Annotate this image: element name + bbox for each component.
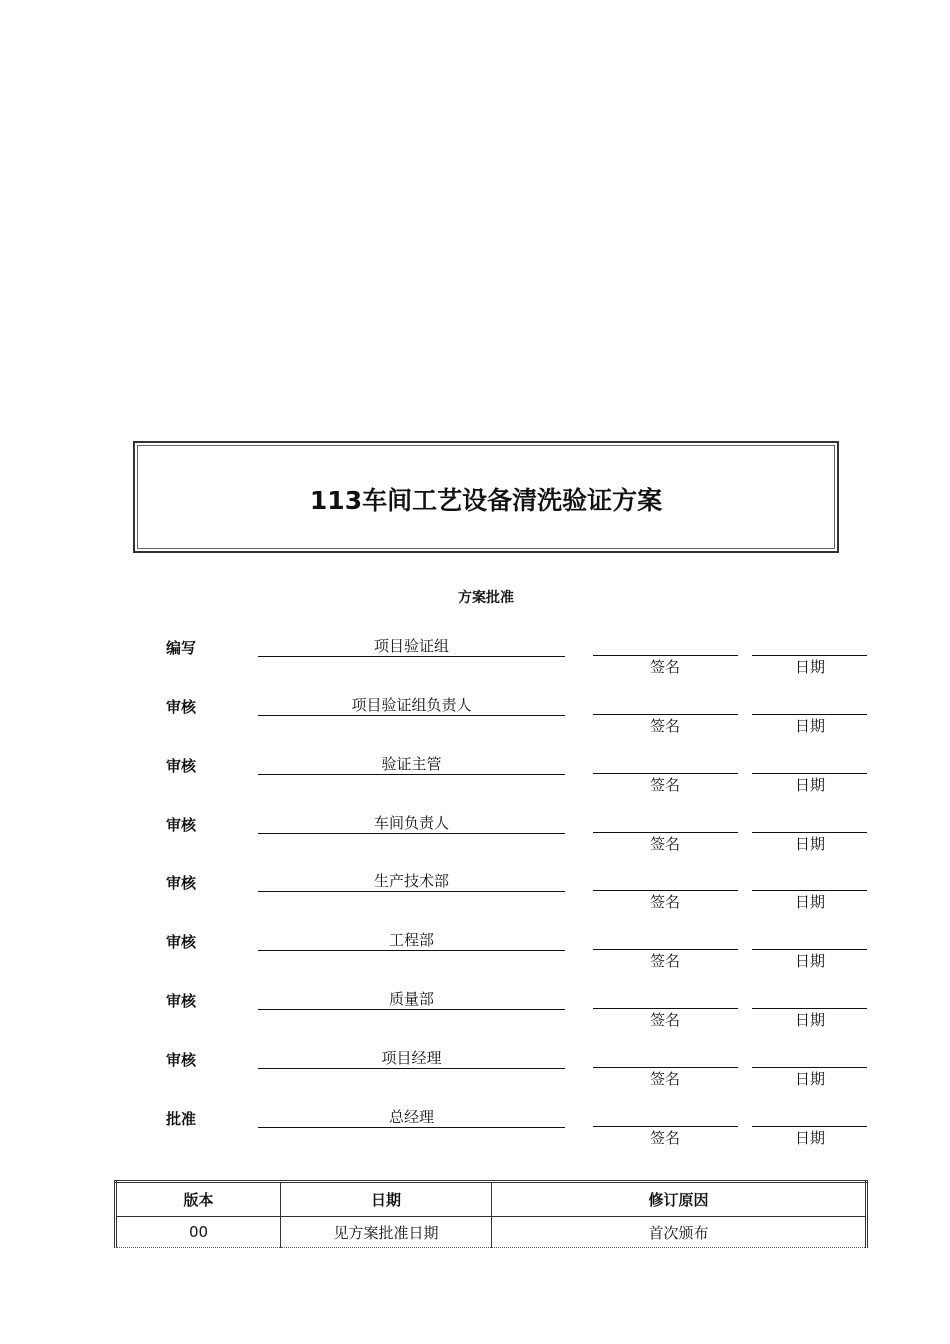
role-label: 审核 (166, 816, 197, 834)
role-label: 审核 (166, 933, 197, 951)
role-label: 审核 (166, 757, 197, 775)
department-field[interactable]: 总经理 (258, 1108, 565, 1128)
column-header-date: 日期 (281, 1182, 492, 1217)
date-caption: 日期 (795, 658, 826, 676)
department-field[interactable]: 车间负责人 (258, 814, 565, 834)
version-cell: 00 (116, 1217, 281, 1248)
approval-row-review-engineering (0, 931, 950, 976)
signature-caption: 签名 (650, 658, 681, 676)
approval-heading: 方案批准 (458, 590, 514, 606)
date-caption: 日期 (795, 952, 826, 970)
date-caption: 日期 (795, 1011, 826, 1029)
signature-caption: 签名 (650, 1011, 681, 1029)
approval-row-review-quality (0, 990, 950, 1035)
role-label: 审核 (166, 698, 197, 716)
signature-caption: 签名 (650, 717, 681, 735)
reason-cell: 首次颁布 (492, 1217, 867, 1248)
approval-row-review-production-tech (0, 872, 950, 917)
signature-caption: 签名 (650, 835, 681, 853)
date-caption: 日期 (795, 776, 826, 794)
table-header-row (116, 1182, 867, 1217)
department-field[interactable]: 质量部 (258, 990, 565, 1010)
approval-row-review-workshop-head (0, 814, 950, 859)
department-field[interactable]: 项目验证组负责人 (258, 696, 565, 716)
signature-caption: 签名 (650, 776, 681, 794)
role-label: 审核 (166, 992, 197, 1010)
approval-row-review-validation-lead (0, 696, 950, 741)
signature-caption: 签名 (650, 893, 681, 911)
date-caption: 日期 (795, 893, 826, 911)
column-header-reason: 修订原因 (492, 1182, 867, 1217)
role-label: 编写 (166, 639, 197, 657)
department-field[interactable]: 项目经理 (258, 1049, 565, 1069)
column-header-version: 版本 (116, 1182, 281, 1217)
role-label: 批准 (166, 1110, 197, 1128)
role-label: 审核 (166, 1051, 197, 1069)
department-field[interactable]: 工程部 (258, 931, 565, 951)
signature-caption: 签名 (650, 952, 681, 970)
date-caption: 日期 (795, 717, 826, 735)
approval-row-review-validation-supervisor (0, 755, 950, 800)
title-box (133, 441, 839, 553)
document-title: 113车间工艺设备清洗验证方案 (309, 486, 663, 515)
date-caption: 日期 (795, 835, 826, 853)
role-label: 审核 (166, 874, 197, 892)
date-cell: 见方案批准日期 (281, 1217, 492, 1248)
department-field[interactable]: 生产技术部 (258, 872, 565, 892)
date-caption: 日期 (795, 1070, 826, 1088)
signature-caption: 签名 (650, 1129, 681, 1147)
department-field[interactable]: 项目验证组 (258, 637, 565, 657)
table-row (116, 1217, 867, 1248)
department-field[interactable]: 验证主管 (258, 755, 565, 775)
date-caption: 日期 (795, 1129, 826, 1147)
approval-row-review-project-manager (0, 1049, 950, 1094)
revision-table (114, 1180, 868, 1248)
approval-row-approve-general-manager (0, 1108, 950, 1153)
signature-caption: 签名 (650, 1070, 681, 1088)
approval-row-author (0, 637, 950, 682)
